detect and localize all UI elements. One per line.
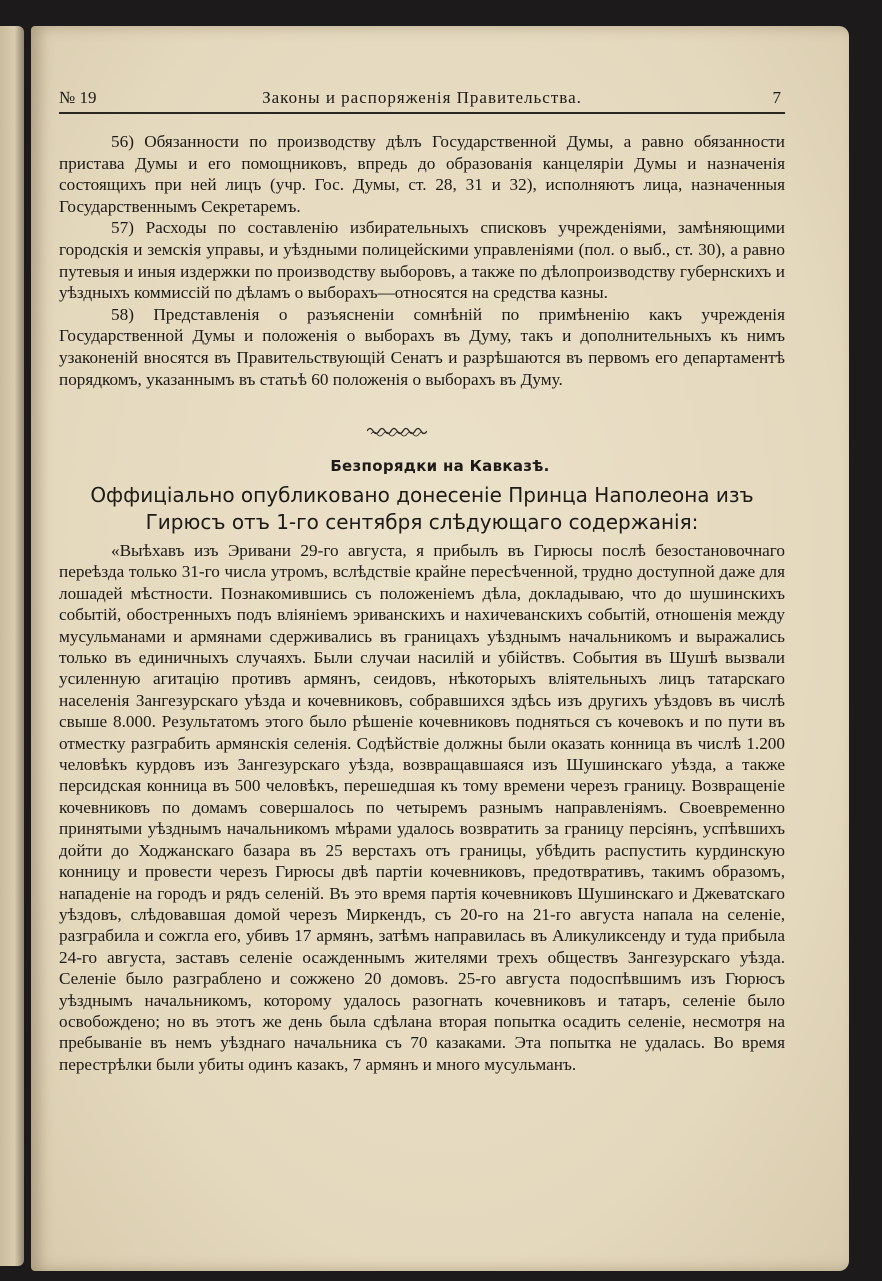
report-text: «Выѣхавъ изъ Эривани 29-го августа, я прибылъ въ Гирюсы послѣ безостановочнаго переѣзда только 31-го числа утромъ, вслѣдствіе крайне пересѣченной, трудно доступной даже для лошадей мѣстности. Познакомившись съ положеніемъ дѣла, докладываю, что до шушинскихъ событій, обостренныхъ подъ вліяніемъ эриванскихъ и нахичеванскихъ событій, отношенія между мусульманами и армянами сдерживались въ границахъ уѣзднымъ начальникомъ и выражались только въ единичныхъ случаяхъ. Были случаи насилій и убійствъ. События въ Шушѣ вызвали усиленную агитацію противъ армянъ, сеидовъ, нѣкоторыхъ вліятельныхъ лицъ татарскаго населенія Зангезурскаго уѣзда и кочевниковъ, собравшихся здѣсь изъ другихъ уѣздовъ въ числѣ свыше 8.000. Результатомъ этого было рѣшеніе кочевниковъ подняться съ кочевокъ и по пути въ отместку разграбить армянскія селенія. Содѣйствіе должны были оказать конница въ числѣ 1.200 человѣкъ курдовъ изъ Зангезурскаго уѣзда, возвращавшаяся изъ Шушинскаго уѣзда, а также персидская конница въ 500 человѣкъ, перешедшая къ тому времени черезъ границу. Возвращеніе кочевниковъ по домамъ совершалось по четыремъ разнымъ направленіямъ. Своевременно принятыми уѣзднымъ начальникомъ мѣрами удалось возвратить за границу персіянъ, успѣвшихъ дойти до Ходжанскаго базара въ 25 верстахъ отъ границы, убѣдить распустить курдинскую конницу и провести черезъ Гирюсы двѣ партіи кочевниковъ, предотвративъ, такимъ образомъ, нападеніе на городъ и рядъ селеній. Въ это время партія кочевниковъ Шушинскаго и Джеватскаго уѣздовъ, слѣдовавшая домой черезъ Миркендъ, съ 20-го на 21-го августа напала на селеніе, разграбила и сожгла его, убивъ 17 армянъ, затѣмъ направилась въ Аликуликсенду и туда прибыла 24-го августа, заставъ селеніе осажденнымъ жителями трехъ обществъ Зангезурскаго уѣзда. Селеніе было разграблено и сожжено 20 домовъ. 25-го августа подоспѣвшимъ изъ Гюрюсъ уѣзднымъ начальникомъ, которому удалось разогнать кочевниковъ и татаръ, селеніе было освобождено; но въ этотъ же день была сдѣлана вторая попытка осадить селеніе, несмотря на пребываніе въ немъ уѣзднаго начальника съ 70 казаками. Эта попытка не удалась. Во время перестрѣлки были убиты одинъ казакъ, 7 армянъ и много мусульманъ. [59,541,785,1074]
running-header [59,88,785,114]
articles-block [59,131,785,390]
article-56: 56) Обязанности по производству дѣлъ Государственной Думы, а равно обязанности пристава Думы и его помощниковъ, впредь до образованія канцеляріи Думы и назначенія состоящихъ при ней лицъ (учр. Гос. Думы, ст. 28, 31 и 32), исполняютъ лица, назначенныя Государственнымъ Секретаремъ. [59,132,785,216]
header-rule [59,112,785,114]
section-title: Безпорядки на Кавказѣ. [330,457,550,475]
previous-page-edge [0,26,24,1266]
article-57: 57) Расходы по составленію избирательныхъ списковъ учрежденіями, замѣняющими городскія и земскія управы, и уѣздными полицейскими управленіями (пол. о выб., ст. 30), а равно путевыя и иныя издержки по производству выборовъ, а также по дѣлопроизводству губернскихъ и уѣздныхъ коммиссій по дѣламъ о выборахъ—относятся на средства казны. [59,218,785,303]
report-block [59,540,785,1075]
running-title: Законы и распоряженія Правительства. [262,88,582,107]
section-lead: Оффиціально опубликовано донесеніе Принца Наполеона изъ Гирюсъ отъ 1-го сентября слѣдующаго содержанія: [90,483,754,534]
wavy-divider [367,425,427,437]
article-58: 58) Представленія о разъясненіи сомнѣній по примѣненію какъ учрежденія Государственной Думы и положенія о выборахъ въ Думу, такъ и дополнительныхъ къ нимъ узаконеній вносятся въ Правительствующій Сенатъ и разрѣшаются въ первомъ его департаментѣ порядкомъ, указаннымъ въ статьѣ 60 положенія о выборахъ въ Думу. [59,304,785,389]
page-number: 7 [772,88,781,107]
issue-number: № 19 [59,88,97,107]
document-page [31,26,849,1271]
